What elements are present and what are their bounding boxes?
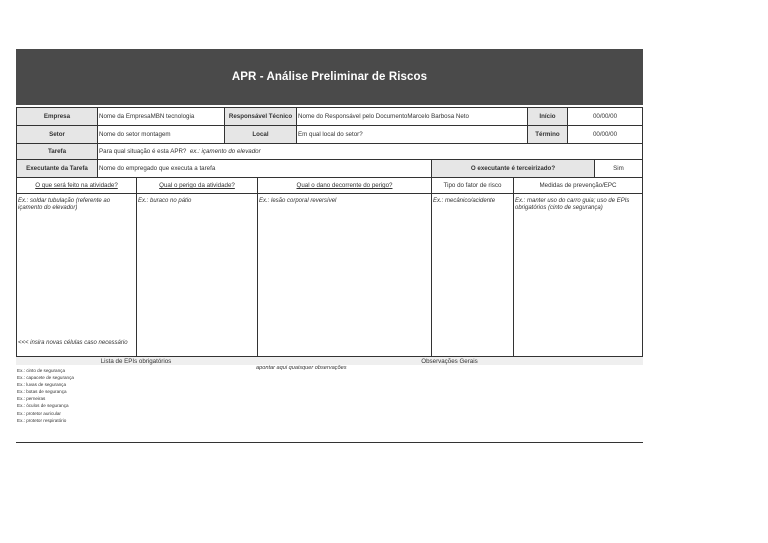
cell-perigo[interactable]: Ex.: buraco no pátio (136, 194, 257, 356)
row-empresa (16, 107, 643, 126)
apr-sheet (16, 49, 643, 443)
empresa-value[interactable]: Nome da EmpresaMBN tecnologia (97, 108, 224, 125)
epi-item: Ex.: botas de segurança (17, 389, 67, 395)
footer-section (16, 357, 643, 443)
col-header-atividade: O que será feito na atividade? (35, 182, 118, 189)
tarefa-label: Tarefa (17, 144, 97, 159)
epi-item: Ex.: capacete de segurança (17, 375, 74, 381)
col-header-dano: Qual o dano decorrente do perigo? (257, 178, 431, 193)
col-header-medidas: Medidas de prevenção/EPC (513, 178, 642, 193)
row-setor (16, 126, 643, 144)
responsavel-label: Responsável Técnico (224, 108, 296, 125)
risk-table-row (16, 194, 643, 357)
example-atividade: Ex.: soldar tubulação (referente ao içamento do elevador) (18, 198, 111, 211)
epi-item: Ex.: perneiras (17, 396, 46, 402)
executante-value[interactable]: Nome do empregado que executa a tarefa (97, 160, 431, 177)
epi-list-label: Lista de EPIs obrigatórios (16, 357, 256, 365)
observacoes-field[interactable]: apontar aqui quaisquer observações (256, 365, 347, 371)
tarefa-value: Para qual situação é esta APR? (99, 148, 187, 155)
empresa-label: Empresa (17, 108, 97, 125)
row-executante (16, 160, 643, 178)
setor-label: Setor (17, 126, 97, 143)
footer-bottom-border (16, 442, 643, 443)
local-value[interactable]: Em qual local do setor? (296, 126, 527, 143)
epi-list[interactable] (17, 367, 74, 424)
inicio-value[interactable]: 00/00/00 (567, 108, 642, 125)
insert-cells-note: <<< insira novas células caso necessário (18, 339, 128, 346)
cell-fator-risco[interactable]: Ex.: mecânico/acidente (431, 194, 513, 356)
termino-value[interactable]: 00/00/00 (567, 126, 642, 143)
epi-item: Ex.: cinto de segurança (17, 368, 66, 373)
local-label: Local (224, 126, 296, 143)
col-header-fator-risco: Tipo do fator de risco (431, 178, 513, 193)
tarefa-example: ex.: içamento do elevador (189, 148, 261, 155)
observacoes-label: Observações Gerais (256, 357, 643, 365)
epi-item: Ex.: protetor respiratório (17, 417, 67, 423)
terceirizado-value[interactable]: Sim (594, 160, 642, 177)
terceirizado-label: O executante é terceirizado? (431, 160, 594, 177)
termino-label: Término (527, 126, 567, 143)
executante-label: Executante da Tarefa (17, 160, 97, 177)
epi-item: Ex.: protetor auricular (17, 410, 61, 416)
inicio-label: Início (527, 108, 567, 125)
cell-medidas[interactable]: Ex.: manter uso do carro guia; uso de EPIs obrigatórios (cinto de segurança) (513, 194, 642, 356)
risk-table-header (16, 178, 643, 194)
cell-atividade[interactable] (17, 194, 136, 356)
cell-dano[interactable]: Ex.: lesão corporal reversível (257, 194, 431, 356)
epi-item: Ex.: luvas de segurança (17, 382, 67, 388)
col-header-perigo: Qual o perigo da atividade? (136, 178, 257, 193)
document-title: APR - Análise Preliminar de Riscos (16, 49, 643, 105)
epi-item: Ex.: óculos de segurança (17, 403, 69, 409)
responsavel-value[interactable]: Nome do Responsável pelo DocumentoMarcelo Barbosa Neto (296, 108, 527, 125)
setor-value[interactable]: Nome do setor montagem (97, 126, 224, 143)
tarefa-value-cell[interactable] (97, 144, 642, 159)
row-tarefa (16, 144, 643, 160)
